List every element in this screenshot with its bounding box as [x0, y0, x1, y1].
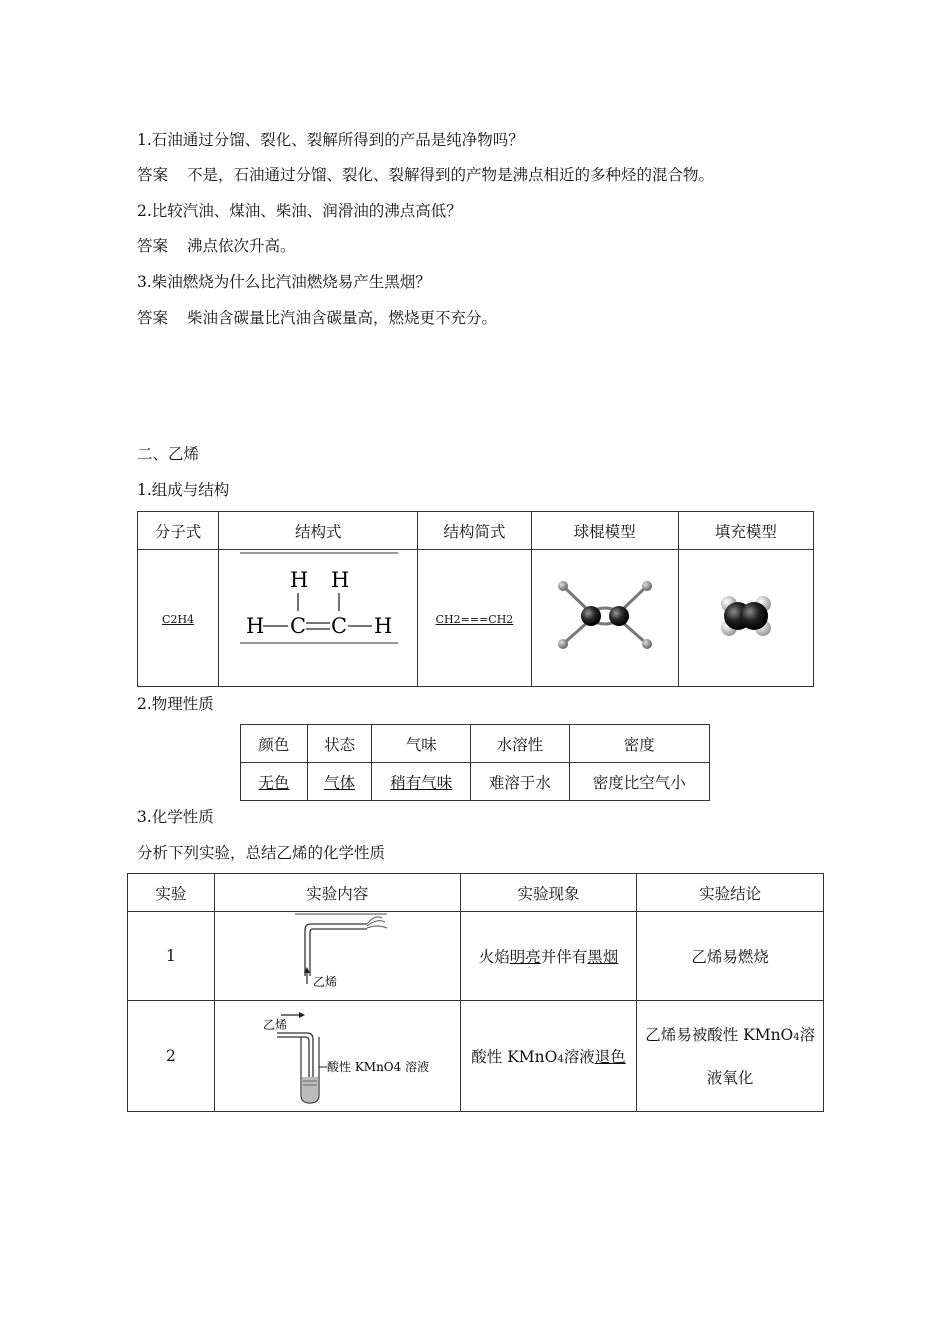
answer-label: 答案	[137, 237, 169, 255]
molecular-formula-cell	[138, 550, 219, 687]
atom-c2: C	[331, 614, 348, 638]
atom-h-top-left: H	[290, 568, 309, 592]
header-space-filling-model: 填充模型	[678, 512, 813, 550]
header-odor: 气味	[372, 725, 471, 763]
header-density: 密度	[569, 725, 709, 763]
table-row	[128, 912, 824, 1001]
value-odor	[372, 763, 471, 801]
header-molecular-formula: 分子式	[138, 512, 219, 550]
structural-formula-cell	[219, 550, 418, 687]
value-color	[241, 763, 308, 801]
atom-h-left: H	[246, 614, 265, 638]
subsection-physical: 2.物理性质	[137, 695, 214, 713]
figure-label-ethylene: 乙烯	[263, 1018, 288, 1032]
experiment-conclusion: 乙烯易燃烧	[637, 912, 824, 1001]
header-content: 实验内容	[214, 874, 460, 912]
answer-text: 不是，石油通过分馏、裂化、裂解得到的产物是沸点相近的多种烃的混合物。	[187, 166, 715, 184]
intro-text: 分析下列实验，总结乙烯的化学性质	[137, 844, 386, 862]
question-1: 1.石油通过分馏、裂化、裂解所得到的产品是纯净物吗？	[137, 131, 524, 149]
value-odor-text: 稍有气味	[390, 773, 453, 792]
answer-2	[137, 234, 296, 256]
figure-label-kmno4: 酸性 KMnO4 溶液	[327, 1060, 430, 1074]
experiment-content-cell	[214, 1001, 460, 1112]
header-conclusion: 实验结论	[637, 874, 824, 912]
kmno4-apparatus-figure	[217, 1001, 457, 1107]
header-color: 颜色	[241, 725, 308, 763]
experiment-phenomenon: 火焰明亮并伴有黑烟	[460, 912, 637, 1001]
subsection-composition: 1.组成与结构	[137, 481, 230, 499]
subsection-chemical: 3.化学性质	[137, 808, 214, 826]
experiment-content-cell	[214, 912, 460, 1001]
condensed-formula: CH2===CH2	[435, 613, 514, 626]
table-row	[128, 1001, 824, 1112]
space-filling-model-image	[711, 586, 781, 646]
answer-text: 沸点依次升高。	[187, 237, 296, 255]
condensed-formula-cell	[418, 550, 531, 687]
figure-label-ethylene: 乙烯	[313, 975, 338, 989]
answer-label: 答案	[137, 309, 169, 327]
atom-h-right: H	[374, 614, 393, 638]
structural-formula-diagram	[220, 551, 416, 681]
question-3: 3.柴油燃烧为什么比汽油燃烧易产生黑烟？	[137, 273, 431, 291]
header-ball-stick-model: 球棍模型	[531, 512, 678, 550]
experiment-phenomenon: 酸性 KMnO4溶液退色	[460, 1001, 637, 1112]
experiment-table	[127, 873, 824, 1112]
structure-table	[137, 511, 814, 687]
atom-h-top-right: H	[331, 568, 350, 592]
ball-stick-model-cell	[531, 550, 678, 687]
combustion-apparatus-figure	[217, 912, 457, 996]
value-density: 密度比空气小	[569, 763, 709, 801]
header-phenomenon: 实验现象	[460, 874, 637, 912]
experiment-number: 2	[128, 1001, 215, 1112]
answer-text: 柴油含碳量比汽油含碳量高，燃烧更不充分。	[187, 309, 498, 327]
value-color-text: 无色	[258, 773, 290, 792]
physical-properties-table	[240, 724, 710, 801]
answer-label: 答案	[137, 166, 169, 184]
value-state	[307, 763, 372, 801]
atom-c1: C	[290, 614, 307, 638]
answer-3	[137, 306, 497, 328]
header-structural-formula: 结构式	[219, 512, 418, 550]
experiment-conclusion: 乙烯易被酸性 KMnO4溶 液氧化	[637, 1001, 824, 1112]
header-solubility: 水溶性	[471, 725, 570, 763]
ball-stick-model-image	[555, 576, 655, 656]
section-title: 二、乙烯	[137, 445, 200, 463]
question-2: 2.比较汽油、煤油、柴油、润滑油的沸点高低？	[137, 202, 462, 220]
value-solubility: 难溶于水	[471, 763, 570, 801]
answer-1	[137, 163, 714, 185]
molecular-formula: C2H4	[162, 613, 195, 626]
header-state: 状态	[307, 725, 372, 763]
experiment-number: 1	[128, 912, 215, 1001]
header-condensed-formula: 结构简式	[418, 512, 531, 550]
header-experiment: 实验	[128, 874, 215, 912]
value-state-text: 气体	[324, 773, 356, 792]
space-filling-model-cell	[678, 550, 813, 687]
